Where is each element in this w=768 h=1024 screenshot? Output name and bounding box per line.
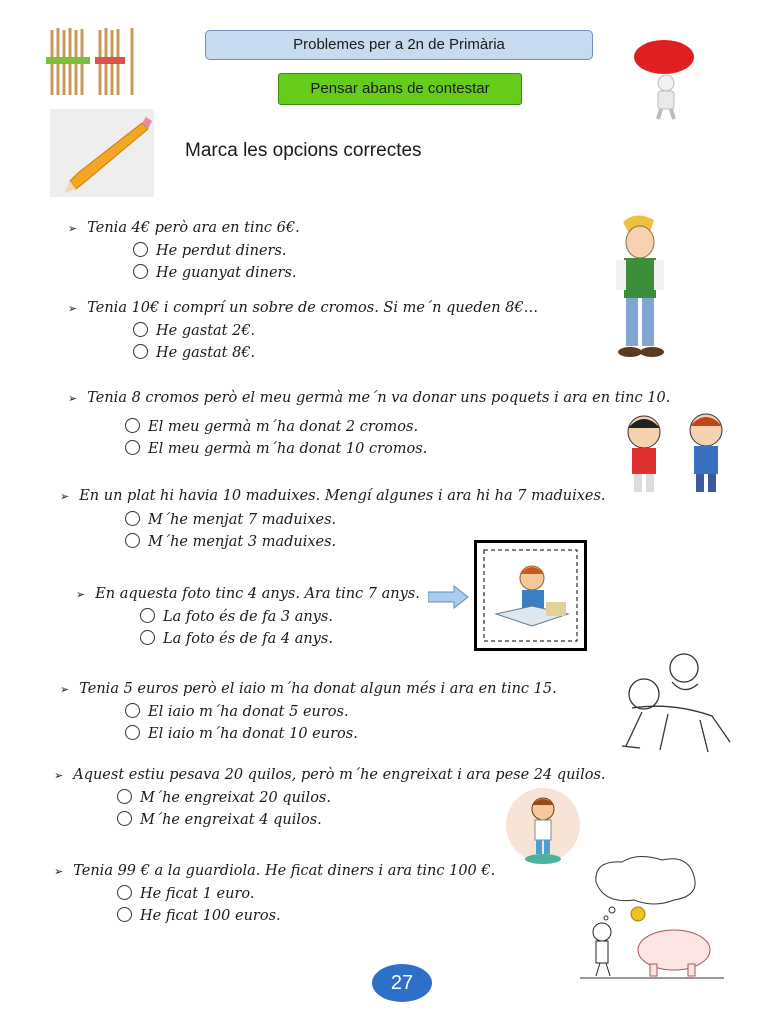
option-6b[interactable]: El iaio m´ha donat 10 euros. xyxy=(125,725,358,742)
option-7b[interactable]: M´he engreixat 4 quilos. xyxy=(117,811,322,828)
radio-button[interactable] xyxy=(125,703,140,718)
sticks-bundle-illustration xyxy=(40,25,145,100)
radio-button[interactable] xyxy=(140,608,155,623)
radio-button[interactable] xyxy=(125,418,140,433)
option-2a[interactable]: He gastat 2€. xyxy=(133,322,255,339)
option-3a[interactable]: El meu germà m´ha donat 2 cromos. xyxy=(125,418,418,435)
question-2: ➢ Tenia 10€ i comprí un sobre de cromos. Si me´n queden 8€… xyxy=(68,300,539,316)
radio-button[interactable] xyxy=(133,242,148,257)
man-empty-pockets-illustration xyxy=(588,210,688,360)
pencil-illustration xyxy=(50,109,154,197)
photo-frame-kid-reading xyxy=(474,540,587,651)
radio-button[interactable] xyxy=(125,725,140,740)
radio-button[interactable] xyxy=(117,885,132,900)
question-7: ➢ Aquest estiu pesava 20 quilos, però m´he engreixat i ara pese 24 quilos. xyxy=(54,767,606,783)
radio-button[interactable] xyxy=(125,533,140,548)
arrow-right-icon xyxy=(428,585,470,609)
question-8: ➢ Tenia 99 € a la guardiola. He ficat diners i ara tinc 100 €. xyxy=(54,863,496,879)
option-6a[interactable]: El iaio m´ha donat 5 euros. xyxy=(125,703,349,720)
option-8a[interactable]: He ficat 1 euro. xyxy=(117,885,254,902)
question-6: ➢ Tenia 5 euros però el iaio m´ha donat algun més i ara en tinc 15. xyxy=(60,681,557,697)
radio-button[interactable] xyxy=(133,264,148,279)
grandpa-child-sketch xyxy=(612,642,742,760)
instruction-text: Marca les opcions correctes xyxy=(185,140,422,161)
question-1: ➢ Tenia 4€ però ara en tinc 6€. xyxy=(68,220,300,236)
radio-button[interactable] xyxy=(133,344,148,359)
option-1b[interactable]: He guanyat diners. xyxy=(133,264,297,281)
radio-button[interactable] xyxy=(140,630,155,645)
speech-bubble-person-illustration xyxy=(628,35,708,120)
option-5b[interactable]: La foto és de fa 4 anys. xyxy=(140,630,333,647)
man-piggy-bank-illustration xyxy=(576,852,728,980)
radio-button[interactable] xyxy=(133,322,148,337)
two-boys-illustration xyxy=(614,408,734,500)
question-5: ➢ En aquesta foto tinc 4 anys. Ara tinc 7 anys. xyxy=(76,586,420,602)
page-subtitle: Pensar abans de contestar xyxy=(278,73,522,105)
radio-button[interactable] xyxy=(117,907,132,922)
radio-button[interactable] xyxy=(125,511,140,526)
boy-on-scale-illustration xyxy=(502,785,584,871)
option-1a[interactable]: He perdut diners. xyxy=(133,242,287,259)
option-4b[interactable]: M´he menjat 3 maduixes. xyxy=(125,533,336,550)
page-title: Problemes per a 2n de Primària xyxy=(205,30,593,60)
question-4: ➢ En un plat hi havia 10 maduixes. Mengí algunes i ara hi ha 7 maduixes. xyxy=(60,488,606,504)
option-8b[interactable]: He ficat 100 euros. xyxy=(117,907,281,924)
radio-button[interactable] xyxy=(117,789,132,804)
option-2b[interactable]: He gastat 8€. xyxy=(133,344,255,361)
question-3: ➢ Tenia 8 cromos però el meu germà me´n va donar uns poquets i ara en tinc 10. xyxy=(68,390,671,406)
option-4a[interactable]: M´he menjat 7 maduixes. xyxy=(125,511,336,528)
page-number-badge: 27 xyxy=(372,964,432,1002)
option-3b[interactable]: El meu germà m´ha donat 10 cromos. xyxy=(125,440,427,457)
radio-button[interactable] xyxy=(117,811,132,826)
option-5a[interactable]: La foto és de fa 3 anys. xyxy=(140,608,333,625)
radio-button[interactable] xyxy=(125,440,140,455)
option-7a[interactable]: M´he engreixat 20 quilos. xyxy=(117,789,331,806)
